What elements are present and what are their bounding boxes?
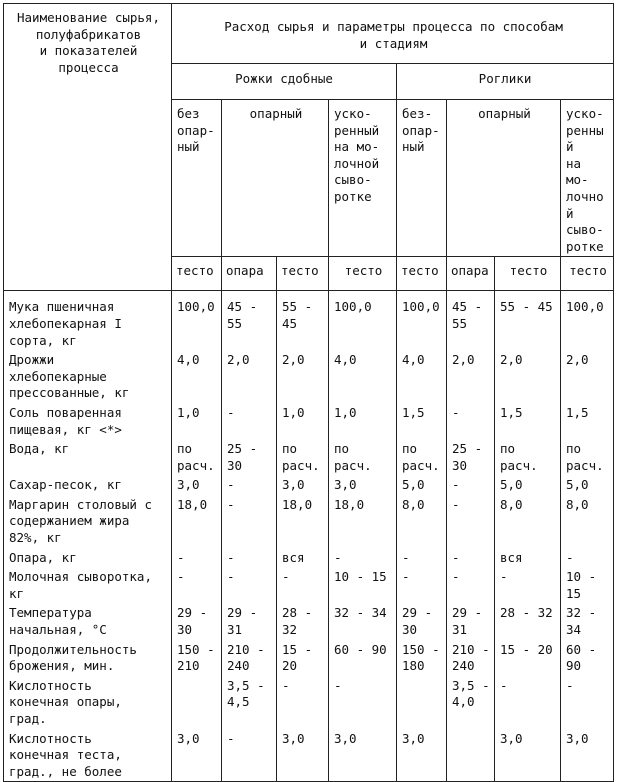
table-row <box>4 603 614 639</box>
value-cell: 25 - 30 <box>447 439 495 475</box>
header-first-column: Наименование сырья, полуфабрикатов и показателей процесса <box>4 4 172 291</box>
value-cell: 60 - 90 <box>561 640 614 676</box>
value-cell: 15 - 20 <box>277 640 329 676</box>
value-cell: 55 - 45 <box>277 291 329 350</box>
value-cell: 18,0 <box>277 495 329 548</box>
value-cell: 55 - 45 <box>495 291 561 350</box>
table-row <box>4 548 614 568</box>
value-cell: 5,0 <box>397 475 447 495</box>
value-cell: 100,0 <box>172 291 222 350</box>
row-name-cell: Кислотность конечная теста, град., не более <box>4 729 172 782</box>
value-cell: 210 - 240 <box>222 640 277 676</box>
value-cell: 3,0 <box>397 729 447 782</box>
value-cell: - <box>329 548 397 568</box>
value-cell: 100,0 <box>397 291 447 350</box>
value-cell: - <box>172 567 222 603</box>
table-body <box>4 291 614 782</box>
header-method-5: опарный <box>447 100 561 257</box>
value-cell: - <box>397 548 447 568</box>
value-cell: 29 - 31 <box>222 603 277 639</box>
value-cell: - <box>172 548 222 568</box>
row-name-cell: Дрожжи хлебопекарные прессованные, кг <box>4 350 172 403</box>
value-cell: 4,0 <box>172 350 222 403</box>
header-method-4: без- опар- ный <box>397 100 447 257</box>
value-cell: - <box>222 567 277 603</box>
value-cell: - <box>397 567 447 603</box>
value-cell: 3,0 <box>329 729 397 782</box>
table-row <box>4 729 614 782</box>
value-cell: 100,0 <box>561 291 614 350</box>
value-cell: 2,0 <box>495 350 561 403</box>
value-cell: 4,0 <box>397 350 447 403</box>
row-name-cell: Маргарин столовый с содержанием жира 82%, кг <box>4 495 172 548</box>
row-name-cell: Вода, кг <box>4 439 172 475</box>
value-cell: 15 - 20 <box>495 640 561 676</box>
value-cell: 3,0 <box>172 729 222 782</box>
value-cell <box>397 676 447 729</box>
value-cell: 28 - 32 <box>495 603 561 639</box>
value-cell: по расч. <box>329 439 397 475</box>
table-row <box>4 640 614 676</box>
value-cell: 2,0 <box>222 350 277 403</box>
value-cell: 3,5 - 4,0 <box>447 676 495 729</box>
value-cell: 2,0 <box>561 350 614 403</box>
value-cell: - <box>495 567 561 603</box>
header-method-3: уско- ренный на мо- лочной сыво- ротке <box>329 100 397 257</box>
value-cell: 29 - 31 <box>447 603 495 639</box>
value-cell: 210 - 240 <box>447 640 495 676</box>
value-cell: - <box>222 729 277 782</box>
value-cell: 2,0 <box>447 350 495 403</box>
value-cell: по расч. <box>495 439 561 475</box>
value-cell: 3,0 <box>277 729 329 782</box>
value-cell: 1,5 <box>561 403 614 439</box>
value-cell: 4,0 <box>329 350 397 403</box>
header-stage-4: тесто <box>329 257 397 291</box>
value-cell: 32 - 34 <box>329 603 397 639</box>
value-cell: - <box>222 548 277 568</box>
document-page <box>3 3 617 779</box>
value-cell: 3,0 <box>561 729 614 782</box>
value-cell: - <box>329 676 397 729</box>
value-cell: 8,0 <box>561 495 614 548</box>
table-row <box>4 495 614 548</box>
value-cell: 29 - 30 <box>172 603 222 639</box>
value-cell: 18,0 <box>329 495 397 548</box>
table-row <box>4 403 614 439</box>
value-cell: вся <box>277 548 329 568</box>
header-stage-6: опара <box>447 257 495 291</box>
row-name-cell: Кислотность конечная опары, град. <box>4 676 172 729</box>
value-cell: 8,0 <box>397 495 447 548</box>
table-row <box>4 676 614 729</box>
header-product-2: Роглики <box>397 64 614 100</box>
value-cell: 1,0 <box>172 403 222 439</box>
value-cell: 18,0 <box>172 495 222 548</box>
value-cell: - <box>495 676 561 729</box>
value-cell: - <box>447 495 495 548</box>
table-row <box>4 350 614 403</box>
row-name-cell: Температура начальная, °С <box>4 603 172 639</box>
value-cell: 1,5 <box>495 403 561 439</box>
value-cell: 1,5 <box>397 403 447 439</box>
value-cell: 29 - 30 <box>397 603 447 639</box>
value-cell: - <box>222 403 277 439</box>
value-cell: 150 - 180 <box>397 640 447 676</box>
value-cell <box>172 676 222 729</box>
value-cell: 8,0 <box>495 495 561 548</box>
table-row <box>4 475 614 495</box>
table-row <box>4 291 614 350</box>
header-method-1: без опар- ный <box>172 100 222 257</box>
value-cell: вся <box>495 548 561 568</box>
value-cell: - <box>447 403 495 439</box>
value-cell: по расч. <box>561 439 614 475</box>
header-stage-3: тесто <box>277 257 329 291</box>
value-cell: 1,0 <box>277 403 329 439</box>
row-name-cell: Молочная сыворотка, кг <box>4 567 172 603</box>
value-cell: 45 - 55 <box>447 291 495 350</box>
value-cell: - <box>447 475 495 495</box>
value-cell: 3,0 <box>329 475 397 495</box>
value-cell: 3,0 <box>495 729 561 782</box>
value-cell: - <box>222 495 277 548</box>
value-cell: 5,0 <box>495 475 561 495</box>
value-cell: 3,0 <box>277 475 329 495</box>
value-cell: - <box>447 567 495 603</box>
value-cell: по расч. <box>172 439 222 475</box>
row-name-cell: Продолжительность брожения, мин. <box>4 640 172 676</box>
value-cell: - <box>561 548 614 568</box>
value-cell: 10 - 15 <box>329 567 397 603</box>
row-name-cell: Мука пшеничная хлебопекарная I сорта, кг <box>4 291 172 350</box>
table-row <box>4 439 614 475</box>
value-cell: по расч. <box>397 439 447 475</box>
value-cell: 32 - 34 <box>561 603 614 639</box>
header-stage-1: тесто <box>172 257 222 291</box>
value-cell: 45 - 55 <box>222 291 277 350</box>
value-cell: 60 - 90 <box>329 640 397 676</box>
header-stage-7: тесто <box>495 257 561 291</box>
table-row <box>4 567 614 603</box>
row-name-cell: Соль поваренная пищевая, кг <*> <box>4 403 172 439</box>
value-cell: по расч. <box>277 439 329 475</box>
value-cell: 1,0 <box>329 403 397 439</box>
header-stage-2: опара <box>222 257 277 291</box>
header-stage-5: тесто <box>397 257 447 291</box>
value-cell: 3,5 - 4,5 <box>222 676 277 729</box>
value-cell: 5,0 <box>561 475 614 495</box>
value-cell: - <box>277 676 329 729</box>
row-name-cell: Опара, кг <box>4 548 172 568</box>
header-stage-8: тесто <box>561 257 614 291</box>
value-cell: 2,0 <box>277 350 329 403</box>
header-method-6: уско- ренный на мо- лочной сыво- ротке <box>561 100 614 257</box>
value-cell: - <box>222 475 277 495</box>
value-cell: 150 - 210 <box>172 640 222 676</box>
value-cell: 25 - 30 <box>222 439 277 475</box>
header-method-2: опарный <box>222 100 329 257</box>
value-cell: - <box>277 567 329 603</box>
value-cell <box>447 729 495 782</box>
value-cell: - <box>561 676 614 729</box>
row-name-cell: Сахар-песок, кг <box>4 475 172 495</box>
value-cell: 100,0 <box>329 291 397 350</box>
value-cell: 10 - 15 <box>561 567 614 603</box>
header-product-1: Рожки сдобные <box>172 64 397 100</box>
value-cell: - <box>447 548 495 568</box>
value-cell: 3,0 <box>172 475 222 495</box>
header-top: Расход сырья и параметры процесса по способам и стадиям <box>172 4 614 64</box>
value-cell: 28 - 32 <box>277 603 329 639</box>
raw-materials-table <box>3 3 614 782</box>
